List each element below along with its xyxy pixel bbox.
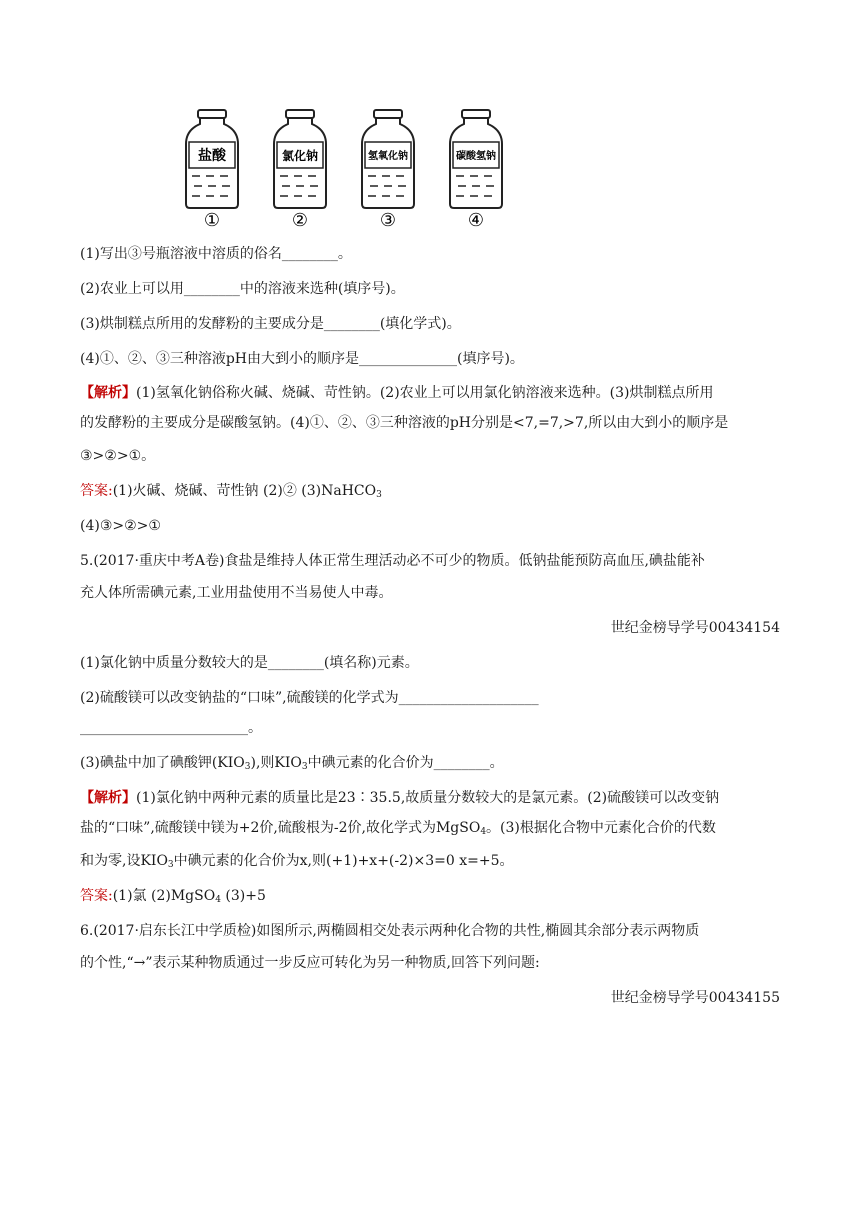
q4-answer-line-1: 答案:(1)火碱、烧碱、苛性钠 (2)② (3)NaHCO$_3$ [80, 483, 382, 500]
bottle-4 [444, 108, 508, 230]
q5-stem-line-1: 5.(2017·重庆中考A卷)食盐是维持人体正常生理活动必不可少的物质。低钠盐能预防高血压,碘盐能补 [80, 553, 705, 569]
q4-item-2: (2)农业上可以用________中的溶液来选种(填序号)。 [80, 281, 405, 297]
q5-reference-number: 世纪金榜导学号00434154 [610, 620, 780, 636]
q4-item-1: (1)写出③号瓶溶液中溶质的俗名________。 [80, 246, 352, 262]
bottle-4-number: ④ [467, 210, 485, 230]
q5-item-1: (1)氯化钠中质量分数较大的是________(填名称)元素。 [80, 655, 419, 671]
q5-item-3: (3)碘盐中加了碘酸钾$(KIO_3)$,则$KIO_3$中碘元素的化合价为________。 [80, 755, 504, 772]
bottle-2-label: 氯化钠 [281, 149, 319, 163]
bottle-1 [180, 108, 244, 230]
q5-stem-line-2: 充人体所需碘元素,工业用盐使用不当易使人中毒。 [80, 585, 393, 601]
q4-analysis-line-3: ③>②>①。 [80, 448, 156, 464]
bottle-2 [268, 108, 332, 230]
bottle-1-number: ① [203, 210, 221, 230]
q5-item-2: (2)硫酸镁可以改变钠盐的“口味”,硫酸镁的化学式为____________________ [80, 690, 539, 706]
q4-analysis-line-2: 的发酵粉的主要成分是碳酸氢钠。(4)①、②、③三种溶液的pH分别是<7,=7,>7,所以由大到小的顺序是 [80, 415, 729, 431]
analysis-tag: 【解析】 [80, 790, 136, 806]
q5-answer: 答案:(1)氯 (2)MgSO$_4$ (3)+5 [80, 888, 266, 905]
q4-item-4: (4)①、②、③三种溶液pH由大到小的顺序是______________(填序号)。 [80, 351, 524, 367]
bottle-3-number: ③ [379, 210, 397, 230]
q6-reference-number: 世纪金榜导学号00434155 [610, 990, 780, 1006]
q5-analysis-line-1: 【解析】(1)氯化钠中两种元素的质量比是23∶35.5,故质量分数较大的是氯元素。(2)硫酸镁可以改变钠 [80, 790, 720, 806]
bottle-3 [356, 108, 420, 230]
q4-analysis-line-1: 【解析】(1)氢氧化钠俗称火碱、烧碱、苛性钠。(2)农业上可以用氯化钠溶液来选种。(3)烘制糕点所用 [80, 385, 714, 401]
q5-analysis-line-2: 盐的“口味”,硫酸镁中镁为+2价,硫酸根为-2价,故化学式为MgSO$_4$。(3)根据化合物中元素化合价的代数 [80, 820, 716, 837]
bottle-1-label: 盐酸 [198, 148, 226, 164]
q4-answer-line-2: (4)③>②>① [80, 518, 161, 534]
q4-item-3: (3)烘制糕点所用的发酵粉的主要成分是________(填化学式)。 [80, 316, 461, 332]
bottles-figure [180, 108, 620, 230]
answer-tag: 答案: [80, 483, 113, 499]
bottle-2-number: ② [291, 210, 309, 230]
q6-stem-line-2: 的个性,“→”表示某种物质通过一步反应可转化为另一种物质,回答下列问题: [80, 955, 540, 971]
bottle-4-label: 碳酸氢钠 [456, 151, 496, 162]
q6-stem-line-1: 6.(2017·启东长江中学质检)如图所示,两椭圆相交处表示两种化合物的共性,椭圆其余部分表示两物质 [80, 923, 700, 939]
bottle-3-label: 氢氧化钠 [368, 151, 408, 162]
analysis-tag: 【解析】 [80, 385, 136, 401]
q5-item-2-continued: ________________________。 [80, 720, 262, 736]
answer-tag: 答案: [80, 888, 113, 904]
q5-analysis-line-3: 和为零,设$KIO_3$中碘元素的化合价为x,则(+1)+x+(-2)×3=0 x=+5。 [80, 853, 514, 870]
